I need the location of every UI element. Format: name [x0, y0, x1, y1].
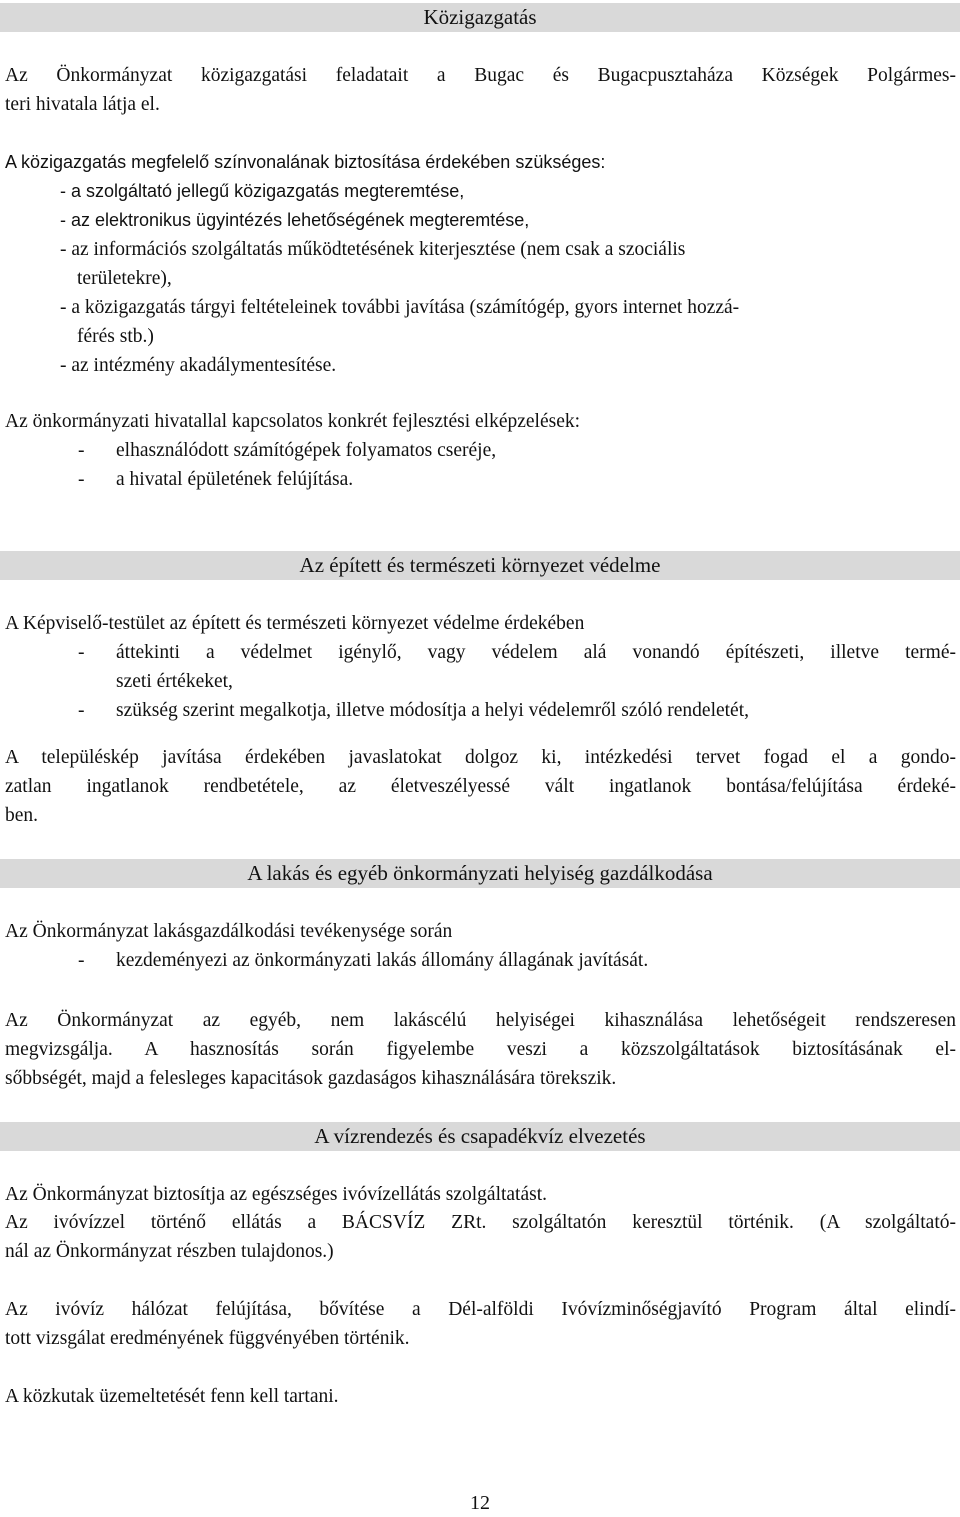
list-dash: - [78, 440, 85, 461]
section-heading-viz: A vízrendezés és csapadékvíz elvezetés [0, 1122, 960, 1151]
list-dash: - [78, 950, 85, 971]
list-item: a hivatal épületének felújítása. [116, 469, 354, 490]
list-dash: - [78, 642, 85, 663]
section-heading-lakas: A lakás és egyéb önkormányzati helyiség gazdálkodása [0, 859, 960, 888]
list-item: - az intézmény akadálymentesítése. [60, 355, 337, 376]
paragraph-line: Az Önkormányzat lakásgazdálkodási tevékenysége során [5, 921, 453, 942]
list-item: - az információs szolgáltatás működtetésének kiterjesztése (nem csak a szociális [60, 239, 686, 260]
paragraph-line: Az Önkormányzat az egyéb, nem lakáscélú helyiségei kihasználása lehetőségeit rendszeresen [5, 1010, 956, 1031]
paragraph-line: A közkutak üzemeltetését fenn kell tartani. [5, 1386, 339, 1407]
list-item-continuation: férés stb.) [77, 326, 154, 347]
paragraph-line: teri hivatala látja el. [5, 94, 160, 115]
paragraph-line: sőbbségét, majd a felesleges kapacitások gazdaságos kihasználására törekszik. [5, 1068, 617, 1089]
paragraph-line: megvizsgálja. A hasznosítás során figyelembe veszi a közszolgáltatások biztosításának el- [5, 1039, 956, 1060]
list-dash: - [78, 469, 85, 490]
paragraph-line: Az ivóvízzel történő ellátás a BÁCSVÍZ ZRt. szolgáltatón keresztül történik. (A szolgáltató- [5, 1212, 956, 1233]
section-heading-kozigazgatas: Közigazgatás [0, 3, 960, 32]
paragraph-line: tott vizsgálat eredményének függvényében történik. [5, 1328, 410, 1349]
plans-intro: Az önkormányzati hivatallal kapcsolatos konkrét fejlesztési elképzelések: [5, 411, 581, 432]
list-item: áttekinti a védelmet igénylő, vagy védelem alá vonandó építészeti, illetve termé- [116, 642, 956, 663]
list-dash: - [78, 700, 85, 721]
paragraph-line: A Képviselő-testület az épített és természeti környezet védelme érdekében [5, 613, 585, 634]
list-item: szükség szerint megalkotja, illetve módosítja a helyi védelemről szóló rendeletét, [116, 700, 750, 721]
paragraph-line: Az Önkormányzat biztosítja az egészséges ivóvízellátás szolgáltatást. [5, 1184, 548, 1205]
list-item: - a szolgáltató jellegű közigazgatás megteremtése, [60, 181, 465, 201]
list-item: - a közigazgatás tárgyi feltételeinek további javítása (számítógép, gyors internet hozzá- [60, 297, 740, 318]
paragraph-line: ben. [5, 805, 39, 826]
list-item: kezdeményezi az önkormányzati lakás állomány állagának javítását. [116, 950, 649, 971]
list-item-continuation: szeti értékeket, [116, 671, 233, 692]
paragraph-line: zatlan ingatlanok rendbetétele, az életveszélyessé vált ingatlanok bontása/felújítása érdeké- [5, 776, 956, 797]
paragraph-line: nál az Önkormányzat részben tulajdonos.) [5, 1241, 334, 1262]
paragraph-line: A településkép javítása érdekében javaslatokat dolgoz ki, intézkedési tervet fogad el a gondo- [5, 747, 956, 768]
list-item: elhasználódott számítógépek folyamatos cseréje, [116, 440, 497, 461]
section-heading-kornyezet: Az épített és természeti környezet védelme [0, 551, 960, 580]
paragraph-line: Az Önkormányzat közigazgatási feladatait a Bugac és Bugacpusztaháza Községek Polgármes- [5, 65, 956, 86]
paragraph-line: Az ivóvíz hálózat felújítása, bővítése a Dél-alföldi Ivóvízminőségjavító Program által elindí- [5, 1299, 956, 1320]
list-item: - az elektronikus ügyintézés lehetőségének megteremtése, [60, 210, 530, 230]
list-item-continuation: területekre), [77, 268, 172, 289]
needs-intro: A közigazgatás megfelelő színvonalának biztosítása érdekében szükséges: [5, 152, 606, 172]
page-number: 12 [470, 1492, 490, 1514]
